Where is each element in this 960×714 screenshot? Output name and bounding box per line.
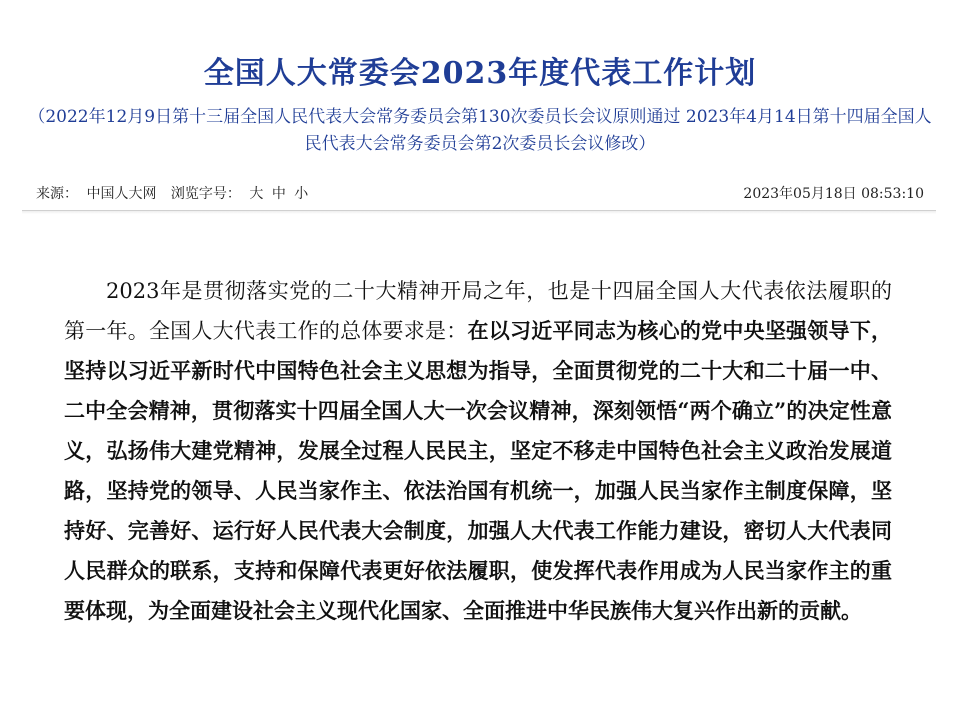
meta-left [36, 183, 312, 203]
body-emphasis-text: 在以习近平同志为核心的党中央坚强领导下，坚持以习近平新时代中国特色社会主义思想为指导，全面贯彻党的二十大和二十届一中、二中全会精神，贯彻落实十四届全国人大一次会议精神，深刻领悟“两个确立”的决定性意义，弘扬伟大建党精神，发展全过程人民民主，坚定不移走中国特色社会主义政治发展道路，坚持党的领导、人民当家作主、依法治国有机统一，加强人民当家作主制度保障，坚持好、完善好、运行好人民代表大会制度，加强人大代表工作能力建设，密切人大代表同人民群众的联系，支持和保障代表更好依法履职，使发挥代表作用成为人民当家作主的重要体现，为全面建设社会主义现代化国家、全面推进中华民族伟大复兴作出新的贡献。 [64, 318, 892, 623]
source-label: 来源： [36, 186, 78, 202]
article-body-paragraph [64, 272, 892, 631]
font-size-large-button[interactable]: 大 [249, 186, 264, 202]
font-size-medium-button[interactable]: 中 [271, 186, 286, 202]
font-size-small-button[interactable]: 小 [294, 186, 309, 202]
publish-timestamp: 2023年05月18日 08:53:10 [743, 186, 924, 202]
body-intro-text: 2023年是贯彻落实党的二十大精神开局之年，也是十四届全国人大代表依法履职的第一年。全国人大代表工作的总体要求是： [64, 279, 892, 343]
article-title: 全国人大常委会2023年度代表工作计划 [203, 56, 757, 91]
meta-divider-shadow [22, 211, 936, 214]
article-subtitle: （2022年12月9日第十三届全国人民代表大会常务委员会第130次委员长会议原则通过 2023年4月14日第十四届全国人民代表大会常务委员会第2次委员长会议修改） [28, 107, 932, 154]
article-meta-bar [22, 183, 936, 207]
font-size-label: 浏览字号： [170, 186, 241, 202]
source-value: 中国人大网 [86, 186, 157, 202]
